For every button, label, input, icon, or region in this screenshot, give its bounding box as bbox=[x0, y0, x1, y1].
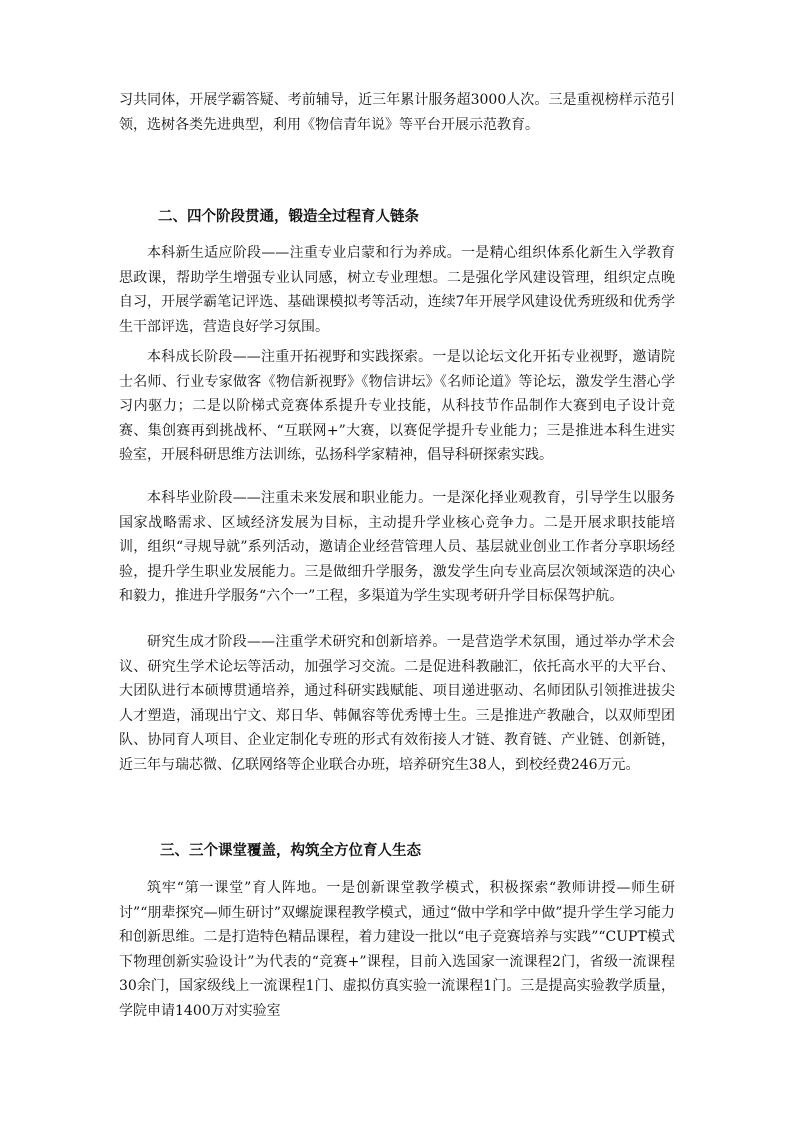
paragraph-graduation-stage: 本科毕业阶段——注重未来发展和职业能力。一是深化择业观教育，引导学生以服务国家战略需求、区域经济发展为目标，主动提升学业核心竞争力。二是开展求职技能培训，组织“寻规导就”系列活动，邀请企业经营管理人员、基层就业创业工作者分享职场经验，提升学生职业发展能力。三是做细升学服务，激发学生向专业高层次领域深造的决心和毅力，推进升学服务“六个一”工程，多渠道为学生实现考研升学目标保驾护航。 bbox=[119, 490, 675, 604]
paragraph-graduate-stage: 研究生成才阶段——注重学术研究和创新培养。一是营造学术氛围，通过举办学术会议、研究生学术论坛等活动，加强学习交流。二是促进科教融汇，依托高水平的大平台、大团队进行本硕博贯通培养，通过科研实践赋能、项目递进驱动、名师团队引领推进拔尖人才塑造，涌现出宁文、郑日华、韩佩容等优秀博士生。三是推进产教融合，以双师型团队、协同育人项目、企业定制化专班的形式有效衔接人才链、教育链、产业链、创新链，近三年与瑞芯微、亿联网络等企业联合办班，培养研究生38人，到校经费246万元。 bbox=[119, 634, 675, 773]
paragraph-first-classroom: 筑牢“第一课堂”育人阵地。一是创新课堂教学模式，积极探索“教师讲授—师生研讨”“朋辈探究—师生研讨”双螺旋课程教学模式，通过“做中学和学中做”提升学生学习能力和创新思维。二是打造特色精品课程，着力建设一批以“电子竞赛培养与实践”“CUPT模式下物理创新实验设计”为代表的“竞赛+”课程，目前入选国家一流课程2门，省级一流课程30余门，国家级线上一流课程1门、虚拟仿真实验一流课程1门。三是提高实验教学质量，学院申请1400万对实验室 bbox=[119, 880, 675, 1019]
section-heading-3: 三、三个课堂覆盖，构筑全方位育人生态 bbox=[160, 843, 421, 859]
paragraph-freshman-stage: 本科新生适应阶段——注重专业启蒙和行为养成。一是精心组织体系化新生入学教育思政课，帮助学生增强专业认同感，树立专业理想。二是强化学风建设管理，组织定点晚自习，开展学霸笔记评选、基础课模拟考等活动，连续7年开展学风建设优秀班级和优秀学生干部评选，营造良好学习氛围。 bbox=[119, 245, 675, 335]
paragraph-continuation: 习共同体，开展学霸答疑、考前辅导，近三年累计服务超3000人次。三是重视榜样示范引领，选树各类先进典型，利用《物信青年说》等平台开展示范教育。 bbox=[119, 92, 675, 133]
paragraph-growth-stage: 本科成长阶段——注重开拓视野和实践探索。一是以论坛文化开拓专业视野，邀请院士名师、行业专家做客《物信新视野》《物信讲坛》《名师论道》等论坛，激发学生潜心学习内驱力；二是以阶梯式竞赛体系提升专业技能，从科技节作品制作大赛到电子设计竞赛、集创赛再到挑战杯、“互联网+”大赛，以赛促学提升专业能力；三是推进本科生进实验室，开展科研思维方法训练，弘扬科学家精神，倡导科研探索实践。 bbox=[119, 349, 675, 463]
section-heading-2: 二、四个阶段贯通，锻造全过程育人链条 bbox=[158, 209, 419, 225]
